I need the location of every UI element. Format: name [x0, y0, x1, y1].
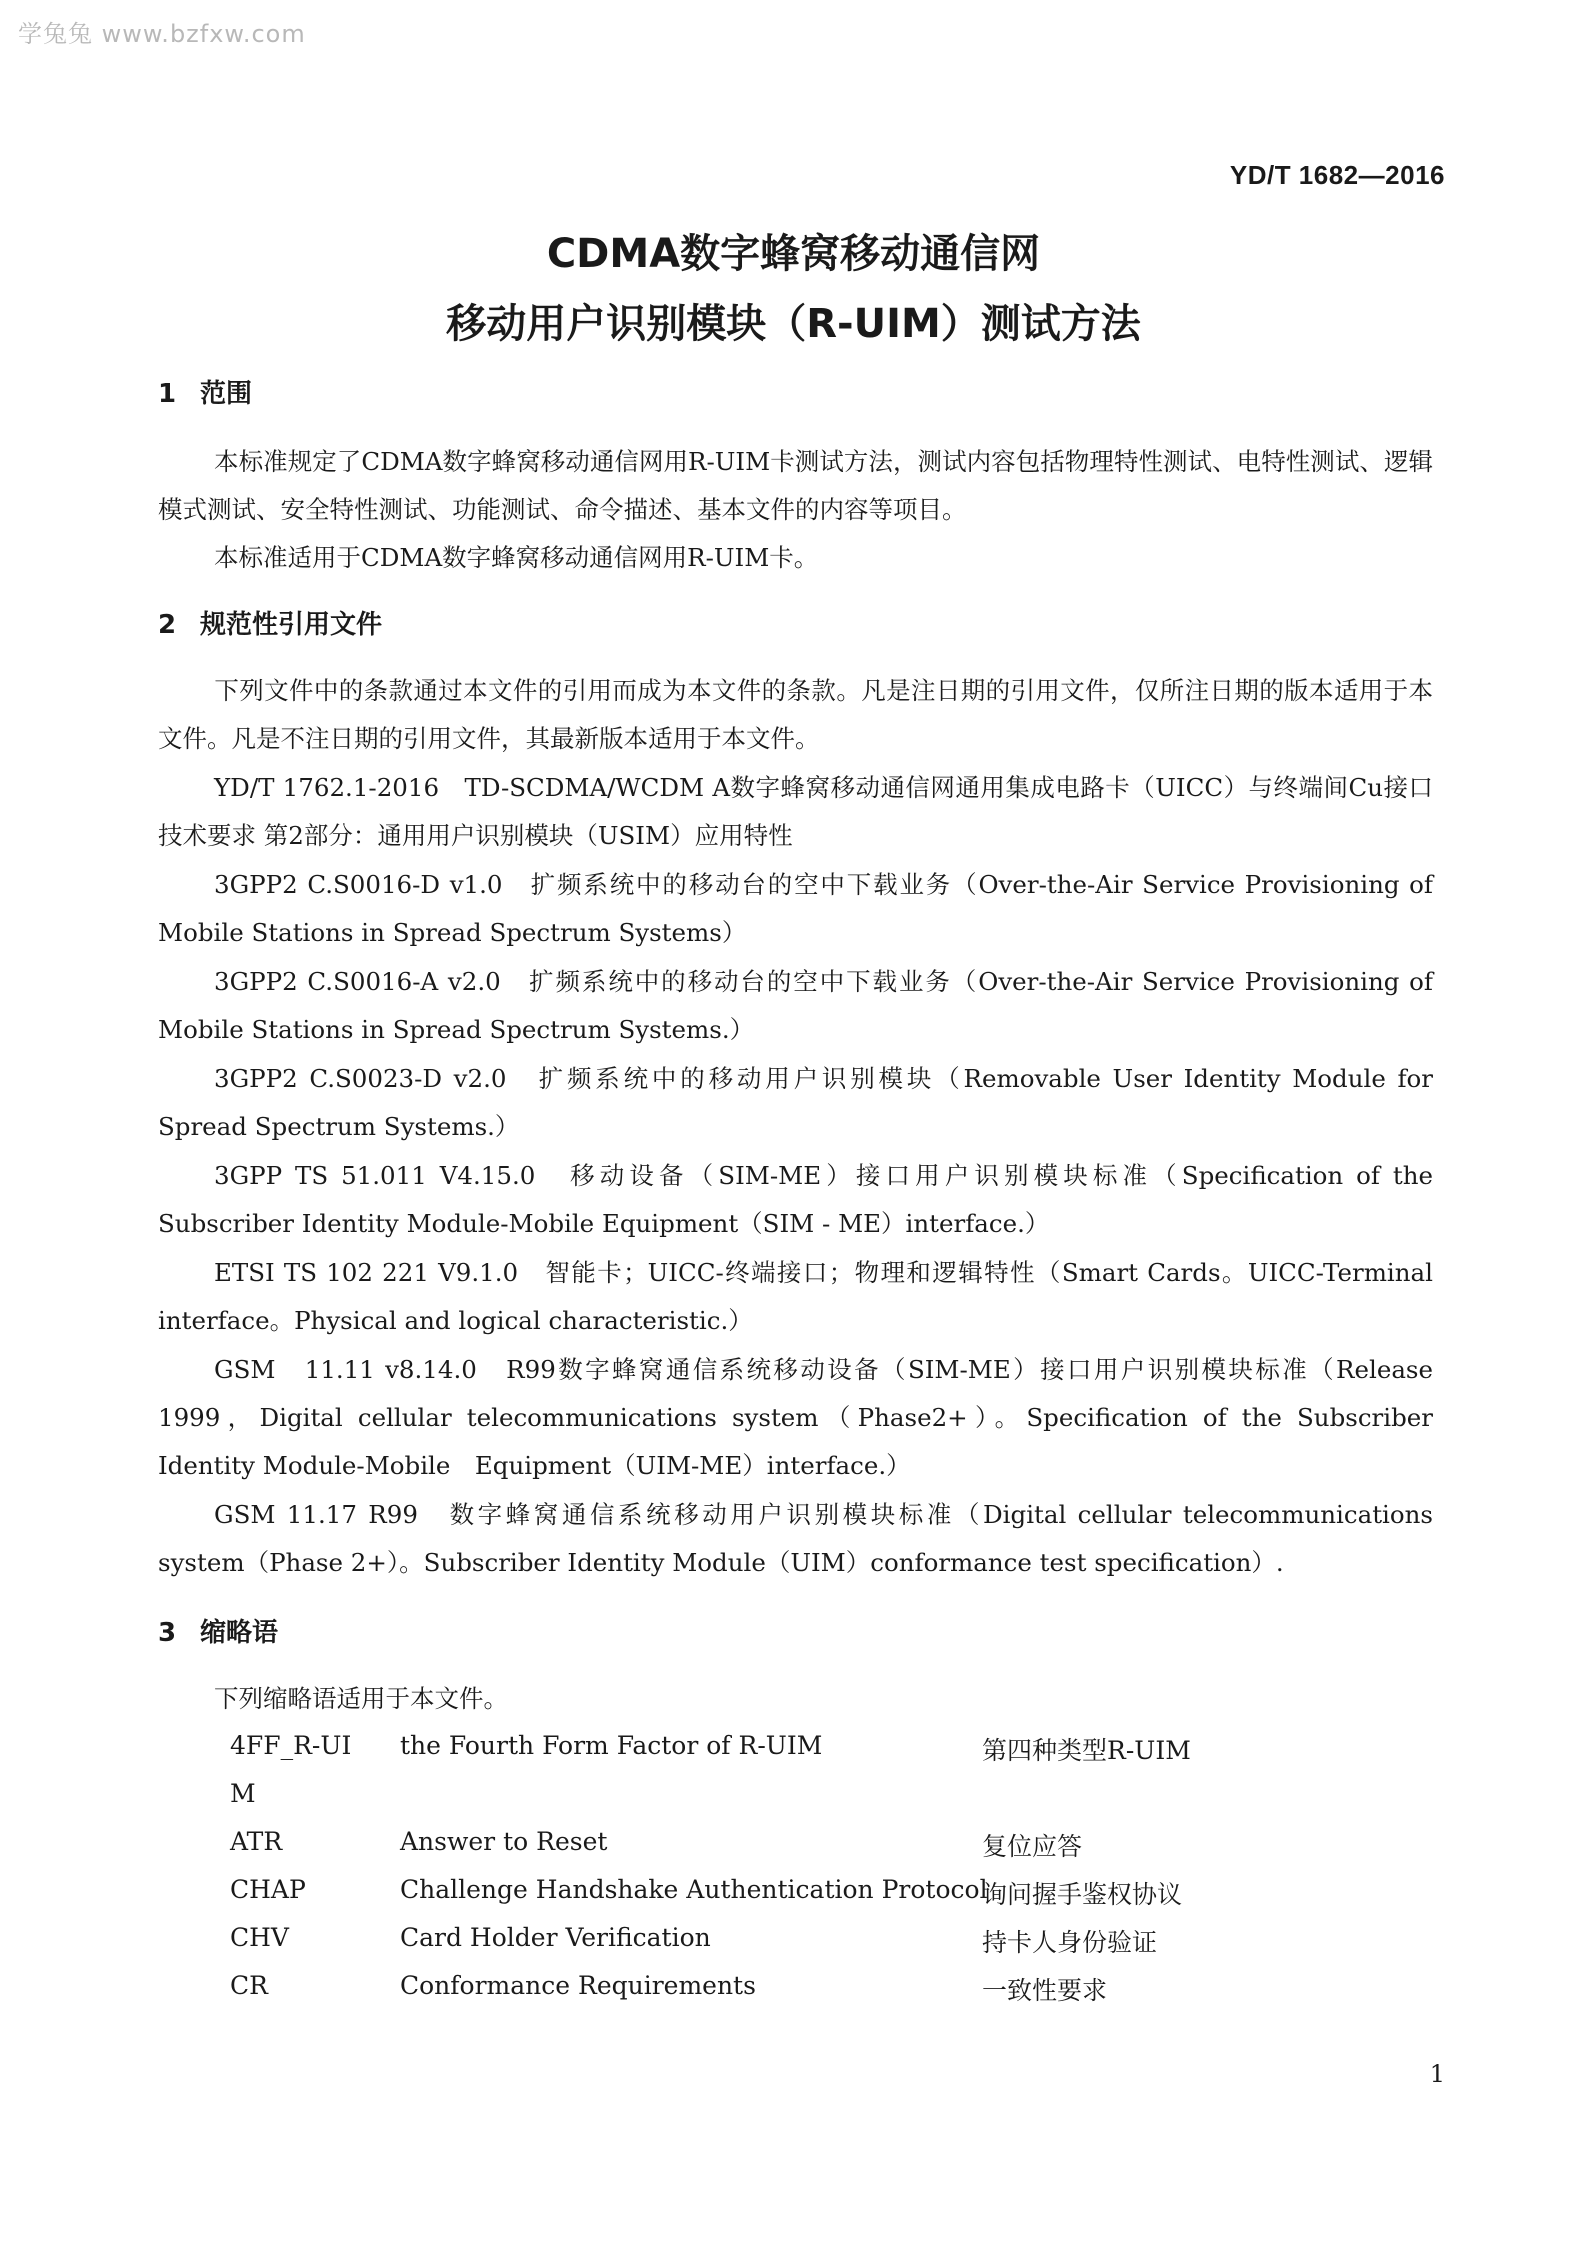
- section-number: 3: [158, 1618, 177, 1648]
- abbreviation-row: [230, 1779, 1330, 1827]
- reference-item: 3GPP TS 51.011 V4.15.0 移动设备（SIM-ME）接口用户识别模块标准（Specification of the Subscriber Identity Module-Mobile Equipment（SIM - ME）interface.）: [158, 1161, 1433, 1238]
- reference-item: ETSI TS 102 221 V9.1.0 智能卡；UICC-终端接口；物理和逻辑特性（Smart Cards。UICC-Terminal interface。Physical and logical characteristic.）: [158, 1258, 1433, 1335]
- reference-item: GSM 11.17 R99 数字蜂窝通信系统移动用户识别模块标准（Digital cellular telecommunications system（Phase 2+）。Subscriber Identity Module（UIM）conformance test specification）.: [158, 1500, 1433, 1577]
- abbreviation-row: [230, 1731, 1330, 1779]
- paragraph-abbreviations-intro: 下列缩略语适用于本文件。: [214, 1684, 508, 1713]
- document-title-line2: 移动用户识别模块（R-UIM）测试方法: [446, 301, 1141, 347]
- paragraph-scope: 本标准规定了CDMA数字蜂窝移动通信网用R-UIM卡测试方法，测试内容包括物理特性测试、电特性测试、逻辑模式测试、安全特性测试、功能测试、命令描述、基本文件的内容等项目。: [158, 447, 1433, 524]
- paragraph-references-intro: 下列文件中的条款通过本文件的引用而成为本文件的条款。凡是注日期的引用文件，仅所注日期的版本适用于本文件。凡是不注日期的引用文件，其最新版本适用于本文件。: [158, 676, 1433, 753]
- reference-item: GSM 11.11 v8.14.0 R99数字蜂窝通信系统移动设备（SIM-ME）接口用户识别模块标准（Release 1999，Digital cellular telecommunications system（Phase2+）。Specification of the Subscriber Identity Module-Mobile Equipment（UIM-ME）interface.）: [158, 1355, 1433, 1480]
- abbreviation-row: [230, 1875, 1330, 1923]
- abbreviation-row: [230, 1923, 1330, 1971]
- abbreviation: CR: [230, 1971, 268, 2000]
- abbreviation-english: Answer to Reset: [400, 1827, 608, 1856]
- section-number: 2: [158, 610, 177, 640]
- abbreviation: CHAP: [230, 1875, 306, 1904]
- standard-code: YD/T 1682—2016: [1229, 160, 1445, 190]
- section-title: 规范性引用文件: [200, 610, 383, 640]
- section-heading-3: [158, 1612, 278, 1649]
- reference-item: YD/T 1762.1-2016 TD-SCDMA/WCDM A数字蜂窝移动通信网通用集成电路卡（UICC）与终端间Cu接口技术要求 第2部分：通用用户识别模块（USIM）应用特性: [158, 773, 1433, 850]
- abbreviation: 4FF_R-UI: [230, 1731, 352, 1760]
- section-heading-2: [158, 604, 382, 641]
- abbreviation-row: [230, 1827, 1330, 1875]
- section-number: 1: [158, 379, 177, 409]
- paragraph-applicability: 本标准适用于CDMA数字蜂窝移动通信网用R-UIM卡。: [214, 543, 819, 572]
- reference-item: 3GPP2 C.S0016-A v2.0 扩频系统中的移动台的空中下载业务（Over-the-Air Service Provisioning of Mobile Stations in Spread Spectrum Systems.）: [158, 967, 1433, 1044]
- reference-item: 3GPP2 C.S0023-D v2.0 扩频系统中的移动用户识别模块（Removable User Identity Module for Spread Spectrum Systems.）: [158, 1064, 1433, 1141]
- abbreviation-chinese: 一致性要求: [982, 1976, 1108, 2005]
- document-title-line1: CDMA数字蜂窝移动通信网: [546, 231, 1041, 277]
- reference-item: 3GPP2 C.S0016-D v1.0 扩频系统中的移动台的空中下载业务（Over-the-Air Service Provisioning of Mobile Stations in Spread Spectrum Systems）: [158, 870, 1433, 947]
- abbreviation: ATR: [230, 1827, 283, 1856]
- abbreviation-chinese: 询问握手鉴权协议: [982, 1880, 1183, 1909]
- page-number: 1: [1429, 2060, 1445, 2088]
- abbreviation-english: Card Holder Verification: [400, 1923, 711, 1952]
- abbreviation-english: Conformance Requirements: [400, 1971, 756, 2000]
- abbreviation-english: Challenge Handshake Authentication Protocol: [400, 1875, 988, 1904]
- abbreviation-chinese: 持卡人身份验证: [982, 1928, 1158, 1957]
- abbreviation-english: the Fourth Form Factor of R-UIM: [400, 1731, 823, 1760]
- section-title: 缩略语: [200, 1618, 279, 1648]
- abbreviation-chinese: 复位应答: [982, 1832, 1083, 1861]
- abbreviation-chinese: 第四种类型R-UIM: [982, 1736, 1191, 1765]
- section-heading-1: [158, 373, 252, 410]
- watermark: 学兔兔 www.bzfxw.com: [18, 20, 306, 48]
- abbreviation-row: [230, 1971, 1330, 2019]
- abbreviation: M: [230, 1779, 256, 1808]
- section-title: 范围: [200, 379, 253, 409]
- abbreviation: CHV: [230, 1923, 289, 1952]
